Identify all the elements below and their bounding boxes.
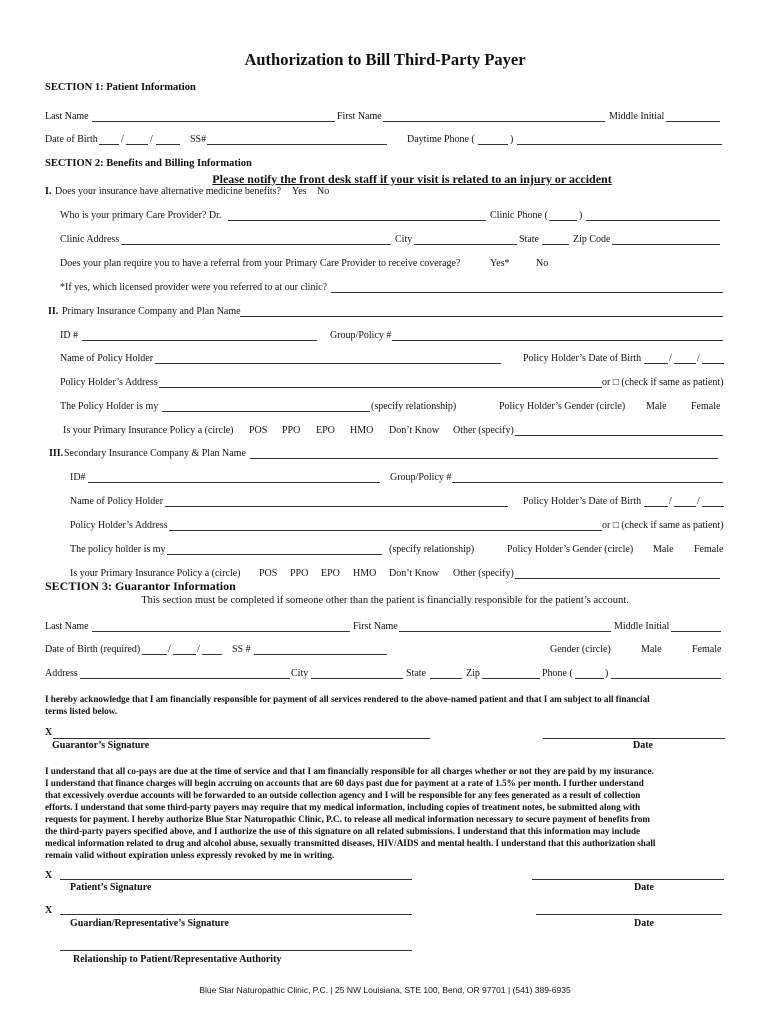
terms-line: requests for payment. I hereby authorize Blue Star Naturopathic Clinic, P.C. to release all medical information necessary to secure payment of benefits from xyxy=(45,814,651,824)
g-city-label: City xyxy=(291,668,309,679)
holder-gender-label: Policy Holder’s Gender (circle) xyxy=(499,401,626,412)
section-3-heading: SECTION 3: Guarantor Information xyxy=(45,579,236,593)
holder-dob-day[interactable] xyxy=(674,363,696,364)
guardian-date-line[interactable] xyxy=(536,914,722,915)
policy-dont-know-option[interactable]: Don’t Know xyxy=(389,425,440,436)
phone-area-field[interactable] xyxy=(478,144,508,145)
terms-line: remain valid without expiration unless expressly revoked by me in writing. xyxy=(45,850,335,860)
relationship-label: Relationship to Patient/Representative Authority xyxy=(73,954,282,965)
dob-month-field[interactable] xyxy=(99,144,119,145)
dob-day-field[interactable] xyxy=(126,144,148,145)
group-label: Group/Policy # xyxy=(330,330,392,341)
patient-x-mark: X xyxy=(45,870,53,881)
terms-line: the third-party payers specified above, and I authorize the use of this signature on all related submissions. I understand that this information may include xyxy=(45,826,641,836)
referral-no-option[interactable]: No xyxy=(536,258,549,269)
section-2-heading: SECTION 2: Benefits and Billing Information xyxy=(45,158,252,169)
phone-paren: ) xyxy=(605,668,609,679)
id2-field[interactable] xyxy=(88,482,380,483)
last-name-label: Last Name xyxy=(45,111,89,122)
guarantor-signature-label: Guarantor’s Signature xyxy=(52,740,150,751)
g-address-field[interactable] xyxy=(80,678,290,679)
form-title: Authorization to Bill Third-Party Payer xyxy=(244,50,526,69)
g-first-name-label: First Name xyxy=(353,621,398,632)
guarantor-date-label: Date xyxy=(633,740,653,751)
holder-name-label: Name of Policy Holder xyxy=(60,353,154,364)
holder-address-field[interactable] xyxy=(159,387,602,388)
guardian-signature-line[interactable] xyxy=(60,914,412,915)
g-last-name-label: Last Name xyxy=(45,621,89,632)
daytime-phone-field[interactable] xyxy=(517,144,722,145)
holder-dob-label: Policy Holder’s Date of Birth xyxy=(523,353,642,364)
id-label: ID # xyxy=(60,330,79,341)
policy2-other-label: Other (specify) xyxy=(453,568,514,579)
guarantor-date-line[interactable] xyxy=(543,738,725,739)
g-middle-initial-field[interactable] xyxy=(671,631,721,632)
holder-name-field[interactable] xyxy=(155,363,501,364)
g-city-field[interactable] xyxy=(311,678,403,679)
referred-provider-field[interactable] xyxy=(331,292,723,293)
clinic-city-label: City xyxy=(395,234,413,245)
g-gender-male-option[interactable]: Male xyxy=(641,644,662,655)
holder-dob2-year[interactable] xyxy=(702,506,724,507)
specify-relationship2-label: (specify relationship) xyxy=(389,544,475,555)
holder-dob2-label: Policy Holder’s Date of Birth xyxy=(523,496,642,507)
ss-field[interactable] xyxy=(207,144,387,145)
policy2-epo-option[interactable]: EPO xyxy=(321,568,340,579)
g-phone-area-field[interactable] xyxy=(575,678,604,679)
middle-initial-label: Middle Initial xyxy=(609,111,665,122)
terms-paragraph xyxy=(45,765,745,861)
pcp-field[interactable] xyxy=(228,220,486,221)
guardian-date-label: Date xyxy=(634,918,654,929)
gender2-female-option[interactable]: Female xyxy=(694,544,724,555)
acknowledge-text xyxy=(45,693,735,717)
last-name-field[interactable] xyxy=(92,121,335,122)
g-zip-field[interactable] xyxy=(482,678,540,679)
policy-other-label: Other (specify) xyxy=(453,425,514,436)
g-middle-initial-label: Middle Initial xyxy=(614,621,670,632)
id-field[interactable] xyxy=(82,340,317,341)
notify-banner: Please notify the front desk staff if your visit is related to an injury or accident xyxy=(212,172,612,186)
g-gender-label: Gender (circle) xyxy=(550,644,611,655)
secondary-ins-label: Secondary Insurance Company & Plan Name xyxy=(64,448,246,459)
relationship-line[interactable] xyxy=(60,950,412,951)
policy2-other-field[interactable] xyxy=(515,578,720,579)
phone-paren: ) xyxy=(510,134,514,145)
holder-dob-month[interactable] xyxy=(644,363,668,364)
same-as-patient2-checkbox[interactable]: or □ (check if same as patient) xyxy=(602,520,724,531)
primary-ins-number: II. xyxy=(48,306,59,317)
policy2-dont-know-option[interactable]: Don’t Know xyxy=(389,568,440,579)
clinic-zip-field[interactable] xyxy=(612,244,720,245)
section-3-note: This section must be completed if someone other than the patient is financially responsible for the patient’s account. xyxy=(141,595,629,606)
clinic-address-field[interactable] xyxy=(121,244,391,245)
g-dob-year[interactable] xyxy=(202,654,222,655)
policy2-pos-option[interactable]: POS xyxy=(259,568,278,579)
guardian-x-mark: X xyxy=(45,905,53,916)
clinic-phone-field[interactable] xyxy=(586,220,720,221)
g-first-name-field[interactable] xyxy=(399,631,611,632)
referred-provider-label: *If yes, which licensed provider were you referred to at our clinic? xyxy=(60,282,328,293)
policy2-ppo-option[interactable]: PPO xyxy=(290,568,309,579)
group2-field[interactable] xyxy=(452,482,723,483)
holder-relationship-field[interactable] xyxy=(162,411,370,412)
policy-hmo-option[interactable]: HMO xyxy=(350,425,374,436)
terms-line: I understand that all co-pays are due at the time of service and that I am financially responsible for all charges whether or not they are paid by my insurance. xyxy=(45,766,654,776)
q1-yes-option[interactable]: Yes xyxy=(292,186,307,197)
q1-number: I. xyxy=(45,186,52,197)
acknowledge-line-1: I hereby acknowledge that I am financially responsible for payment of all services rendered to the above-named patient and that I am subject to all financial xyxy=(45,694,650,704)
clinic-address-label: Clinic Address xyxy=(60,234,120,245)
holder-dob-year[interactable] xyxy=(702,363,724,364)
dob-slash: / xyxy=(197,644,200,655)
secondary-ins-number: III. xyxy=(49,448,64,459)
dob-label: Date of Birth xyxy=(45,134,98,145)
g-zip-label: Zip xyxy=(466,668,480,679)
patient-date-line[interactable] xyxy=(532,879,724,880)
policy-epo-option[interactable]: EPO xyxy=(316,425,335,436)
terms-line: medical information related to drug and alcohol abuse, sexually transmitted diseases, HIV/AIDS and mental health. I understand that this authorization shall xyxy=(45,838,656,848)
specify-relationship-label: (specify relationship) xyxy=(371,401,457,412)
clinic-state-label: State xyxy=(519,234,539,245)
dob-year-field[interactable] xyxy=(156,144,180,145)
first-name-label: First Name xyxy=(337,111,382,122)
g-phone-field[interactable] xyxy=(611,678,721,679)
g-dob-month[interactable] xyxy=(142,654,167,655)
holder-name2-label: Name of Policy Holder xyxy=(70,496,164,507)
dob-slash: / xyxy=(121,134,124,145)
clinic-footer: Blue Star Naturopathic Clinic, P.C. | 25 NW Louisiana, STE 100, Bend, OR 97701 | (541) 389-6935 xyxy=(199,985,571,995)
policy-ppo-option[interactable]: PPO xyxy=(282,425,301,436)
phone-paren: ) xyxy=(579,210,583,221)
gender-female-option[interactable]: Female xyxy=(691,401,721,412)
g-last-name-field[interactable] xyxy=(92,631,350,632)
first-name-field[interactable] xyxy=(383,121,605,122)
holder-dob2-month[interactable] xyxy=(644,506,668,507)
g-dob-label: Date of Birth (required) xyxy=(45,644,141,655)
holder-relationship2-field[interactable] xyxy=(167,554,382,555)
patient-signature-label: Patient’s Signature xyxy=(70,882,152,893)
referral-question: Does your plan require you to have a referral from your Primary Care Provider to receive coverage? xyxy=(60,258,461,269)
g-address-label: Address xyxy=(45,668,78,679)
terms-line: efforts. I understand that some third-party payers may require that my medical information, including copies of treatment notes, be submitted along with xyxy=(45,802,641,812)
dob-slash: / xyxy=(669,353,672,364)
clinic-zip-label: Zip Code xyxy=(573,234,611,245)
dob-slash: / xyxy=(697,353,700,364)
g-gender-female-option[interactable]: Female xyxy=(692,644,722,655)
clinic-phone-label: Clinic Phone ( xyxy=(490,210,548,221)
gender2-male-option[interactable]: Male xyxy=(653,544,674,555)
terms-line: I understand that finance charges will begin accruing on accounts that are 60 days past due for payment at a rate of 1.5% per month. I further understand xyxy=(45,778,644,788)
primary-ins-label: Primary Insurance Company and Plan Name xyxy=(62,306,241,317)
pcp-label: Who is your primary Care Provider? Dr. xyxy=(60,210,222,221)
q1-no-option[interactable]: No xyxy=(317,186,330,197)
policy-pos-option[interactable]: POS xyxy=(249,425,268,436)
middle-initial-field[interactable] xyxy=(666,121,720,122)
group-field[interactable] xyxy=(392,340,723,341)
daytime-phone-label: Daytime Phone ( xyxy=(407,134,475,145)
patient-date-label: Date xyxy=(634,882,654,893)
guarantor-x-mark: X xyxy=(45,727,53,738)
holder-address-label: Policy Holder’s Address xyxy=(60,377,158,388)
terms-line: that excessively overdue accounts will be forwarded to an outside collection agency and I will be responsible for any fees generated as a result of collection xyxy=(45,790,641,800)
g-ss-field[interactable] xyxy=(254,654,387,655)
guarantor-signature-line[interactable] xyxy=(53,738,430,739)
holder-dob2-day[interactable] xyxy=(674,506,696,507)
id2-label: ID# xyxy=(70,472,86,483)
primary-policy-type-label: Is your Primary Insurance Policy a (circle) xyxy=(63,425,234,436)
patient-signature-line[interactable] xyxy=(60,879,412,880)
holder-gender2-label: Policy Holder’s Gender (circle) xyxy=(507,544,634,555)
g-state-label: State xyxy=(406,668,426,679)
dob-slash: / xyxy=(168,644,171,655)
g-dob-day[interactable] xyxy=(173,654,196,655)
g-phone-label: Phone ( xyxy=(542,668,573,679)
q1-label: Does your insurance have alternative medicine benefits? xyxy=(55,186,282,197)
group2-label: Group/Policy # xyxy=(390,472,452,483)
clinic-phone-area-field[interactable] xyxy=(549,220,577,221)
holder-relationship-label: The Policy Holder is my xyxy=(60,401,159,412)
g-state-field[interactable] xyxy=(430,678,462,679)
gender-male-option[interactable]: Male xyxy=(646,401,667,412)
referral-yes-option[interactable]: Yes* xyxy=(490,258,510,269)
guardian-signature-label: Guardian/Representative’s Signature xyxy=(70,918,229,929)
section-1-heading: SECTION 1: Patient Information xyxy=(45,82,196,93)
clinic-state-field[interactable] xyxy=(542,244,569,245)
holder-name2-field[interactable] xyxy=(165,506,508,507)
dob-slash: / xyxy=(150,134,153,145)
acknowledge-line-2: terms listed below. xyxy=(45,706,117,716)
secondary-policy-type-label: Is your Primary Insurance Policy a (circle) xyxy=(70,568,241,579)
primary-ins-field[interactable] xyxy=(240,316,723,317)
dob-slash: / xyxy=(669,496,672,507)
holder-relationship2-label: The policy holder is my xyxy=(70,544,166,555)
secondary-ins-field[interactable] xyxy=(250,458,718,459)
policy2-hmo-option[interactable]: HMO xyxy=(353,568,377,579)
dob-slash: / xyxy=(697,496,700,507)
g-ss-label: SS # xyxy=(232,644,251,655)
same-as-patient-checkbox[interactable]: or □ (check if same as patient) xyxy=(602,377,724,388)
ss-label: SS# xyxy=(190,134,207,145)
holder-address2-field[interactable] xyxy=(169,530,602,531)
holder-address2-label: Policy Holder’s Address xyxy=(70,520,168,531)
policy-other-field[interactable] xyxy=(515,435,723,436)
clinic-city-field[interactable] xyxy=(414,244,517,245)
